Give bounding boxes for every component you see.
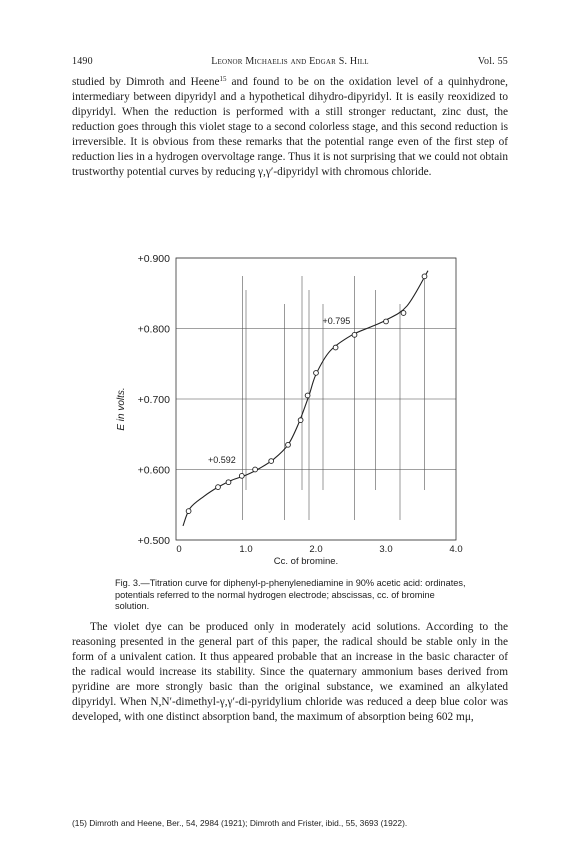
x-tick-label-0: 0 (176, 544, 182, 555)
data-point-3 (239, 473, 244, 478)
titration-curve (183, 271, 428, 526)
data-point-7 (298, 418, 303, 423)
data-point-4 (253, 467, 258, 472)
y-tick-label-0: +0.500 (137, 535, 170, 547)
data-point-2 (226, 480, 231, 485)
data-point-12 (384, 319, 389, 324)
data-point-13 (401, 311, 406, 316)
footnote-ref-15: 15 (219, 75, 227, 83)
caption-label: Fig. 3. (115, 578, 141, 588)
chart-root (116, 253, 463, 567)
y-tick-label-2: +0.700 (137, 394, 170, 406)
y-axis-label: E in volts. (116, 387, 127, 431)
data-point-8 (305, 393, 310, 398)
data-point-6 (286, 442, 291, 447)
figure-caption (115, 578, 467, 613)
running-head-authors: Leonor Michaelis and Edgar S. Hill (211, 56, 369, 67)
page-number: 1490 (72, 56, 93, 67)
data-point-14 (422, 274, 427, 279)
x-tick-label-3: 3.0 (379, 544, 393, 555)
volume-label: Vol. 55 (477, 56, 508, 67)
x-tick-label-4: 4.0 (449, 544, 463, 555)
body-paragraph-2 (72, 620, 508, 725)
data-point-0 (186, 509, 191, 514)
data-point-5 (269, 459, 274, 464)
x-tick-label-2: 2.0 (309, 544, 323, 555)
para2-text: The violet dye can be produced only in moderately acid solutions. According to the reasoning presented in the general part of this paper, the radical should be stable only in the form of a univalent cation. It thus appeared probable that an increase in the basic character of the radical would increase its stability. Since the quaternary ammonium bases derived from pyridine are more strongly basic than the original substance, we examined an alkylated dipyridyl. When N,N′-dimethyl-γ,γ′-di-pyridylium chloride was reduced a deep blue color was developed, with one distinct absorption band, the maximum of absorption being 602 mμ, (72, 621, 508, 723)
x-axis-label: Cc. of bromine. (273, 556, 339, 567)
page-header (72, 56, 508, 72)
y-tick-label-3: +0.800 (137, 323, 170, 336)
y-tick-label-1: +0.600 (137, 464, 170, 477)
x-tick-label-1: 1.0 (239, 544, 253, 555)
annotation-1: +0.795 (322, 316, 351, 327)
body-paragraph-1 (72, 75, 508, 180)
footnote-15: (15) Dimroth and Heene, Ber., 54, 2984 (1921); Dimroth and Frister, ibid., 55, 3693 (1922). (72, 818, 408, 828)
data-point-1 (216, 485, 221, 490)
data-point-9 (314, 371, 319, 376)
data-point-11 (352, 332, 357, 337)
para1-text-b: and found to be on the oxidation level of a quinhydrone, intermediary between dipyridyl and a hypothetical dihydro-dipyridyl. It is easily reoxidized to dipyridyl. When the reduction is performed with a still stronger reductant, zinc dust, the reduction goes through this violet stage to a second colorless stage, and this second reduction is irreversible. It is obvious from these remarks that the potential range even of the first step of reduction lies in a hydrogen overvoltage range. Thus it is not surprising that we could not obtain trustworthy potential curves by reducing γ,γ′-dipyridyl with chromous chloride. (72, 76, 509, 178)
para1-text-a: studied by Dimroth and Heene (72, 76, 220, 88)
annotation-0: +0.592 (208, 455, 236, 466)
y-tick-label-4: +0.900 (137, 253, 170, 265)
caption-text: —Titration curve for diphenyl-p-phenylenediamine in 90% acetic acid: ordinates, potentials referred to the normal hydrogen electrode; abscissas, cc. of bromine solution. (115, 578, 466, 612)
plot-frame (176, 258, 456, 540)
data-point-10 (333, 345, 338, 350)
